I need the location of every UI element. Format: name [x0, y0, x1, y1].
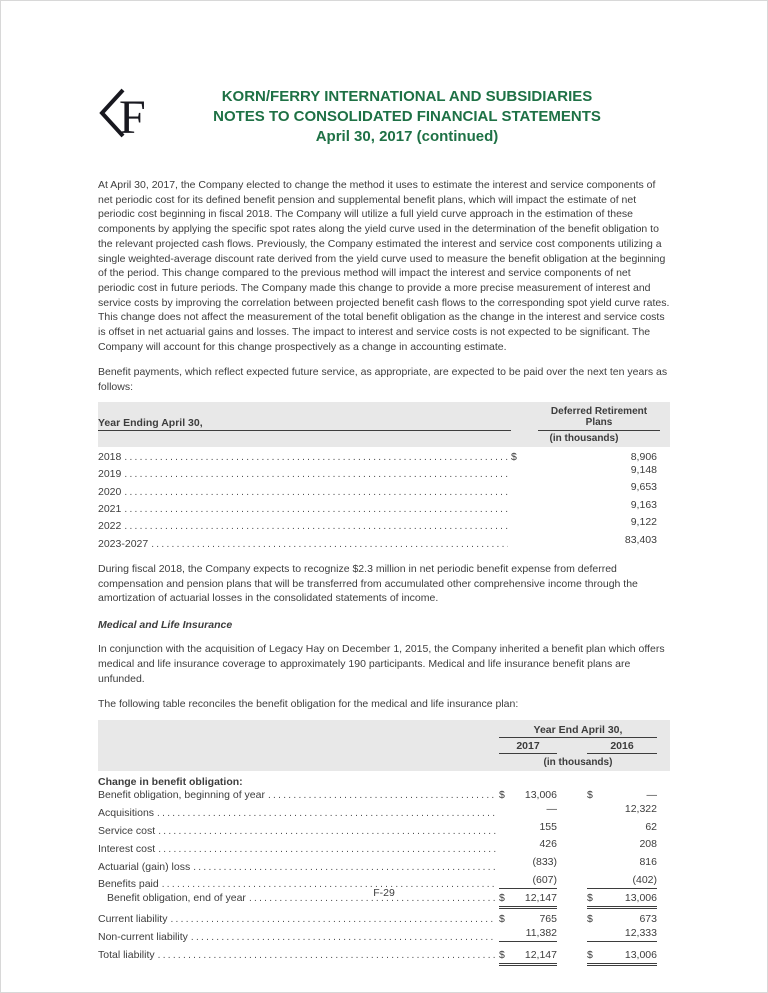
amount-2017: (833): [532, 856, 557, 869]
dot-leader: [124, 486, 508, 499]
currency-symbol: [511, 516, 527, 529]
table-row: [98, 481, 670, 498]
title-line-date: April 30, 2017 (continued): [315, 128, 499, 145]
amount-2016: (402): [632, 874, 657, 887]
amount-2017: 765: [539, 913, 557, 926]
year-label: 2021: [98, 503, 122, 516]
paragraph-fiscal-2018-expense: During fiscal 2018, the Company expects to recognize $2.3 million in net periodic benefit expense from deferred compensation and pension plans that will be transferred from accumulated other comprehensive income through the amortization of actuarial losses in the consolidated statements of income.: [98, 563, 638, 605]
table-row: [98, 516, 670, 533]
dot-leader: [124, 451, 508, 464]
amount-2016: —: [646, 789, 657, 802]
amount-2016: 13,006: [624, 891, 657, 904]
amount-2017: 12,147: [524, 891, 557, 904]
amount-2016: 12,333: [624, 926, 657, 939]
year-label: 2023-2027: [98, 537, 149, 550]
currency-symbol: $: [499, 789, 505, 802]
row-label: Interest cost: [98, 842, 156, 855]
currency-symbol: $: [499, 913, 505, 926]
medical-life-obligation-table: [98, 720, 670, 966]
paragraph-reconciliation-intro: The following table reconciles the benefit obligation for the medical and life insurance plan:: [98, 698, 519, 711]
amount-2017: 11,382: [525, 926, 557, 939]
dot-leader: [170, 913, 496, 926]
table-row: [98, 789, 670, 802]
amount-2017: (607): [532, 874, 557, 887]
currency-symbol: $: [587, 789, 593, 802]
amount: 83,403: [624, 533, 657, 546]
paragraph-accounting-change: At April 30, 2017, the Company elected to change the method it uses to estimate the interest and service components of net periodic cost for its defined benefit pension and supplemental benefit plans, which will impact the estimate of net periodic cost beginning in fiscal 2018. The Company will utilize a full yield curve approach in the estimation of these components by applying the specific spot rates along the yield curve used in the determination of the benefit obligation to the relevant projected cash flows. Previously, the Company estimated the interest and service cost components utilizing a single weighted-average discount rate derived from the yield curve used to measure the benefit obligation at the beginning of the period. This change compared to the previous method will impact the interest and service components of net periodic cost in future periods. The Company made this change to provide a more precise measurement of interest and service costs by improving the correlation between projected benefit cash flows to the corresponding spot yield curve rates. This change does not affect the measurement of the total benefit obligation as the change in the interest and service costs is offset in net actuarial gains and losses. The impact to interest and service costs is not expected to be significant. The Company will account for this change prospectively as a change in accounting estimate.: [98, 179, 670, 353]
amount-2017: —: [546, 802, 557, 815]
year-label: 2019: [98, 468, 122, 481]
currency-symbol: [511, 499, 527, 512]
section-label: Change in benefit obligation:: [98, 776, 243, 788]
row-label: Acquisitions: [98, 807, 155, 820]
row-label: Current liability: [98, 913, 168, 926]
table-row: [98, 464, 670, 481]
row-label: Actuarial (gain) loss: [98, 860, 191, 873]
dot-leader: [124, 520, 508, 533]
amount: 9,653: [630, 481, 657, 494]
units-label: (in thousands): [543, 757, 613, 768]
currency-symbol: [511, 534, 527, 547]
table-row: [98, 838, 670, 856]
amount-2017: 426: [539, 838, 557, 851]
amount-2016: 208: [639, 838, 657, 851]
medical-table-header: [98, 720, 670, 771]
amount-2016: 12,322: [624, 802, 657, 815]
kf-monogram-icon: [98, 87, 144, 141]
table-row: [98, 534, 670, 551]
column-group-header-year-end: Year End April 30,: [499, 724, 657, 738]
row-label: Benefits paid: [98, 878, 159, 891]
page-title: [144, 87, 670, 147]
currency-symbol: [511, 464, 527, 477]
table-row: [98, 856, 670, 874]
currency-symbol: [511, 481, 527, 494]
amount-2016: 673: [639, 913, 657, 926]
amount-2017: 155: [539, 820, 557, 833]
table-row: [98, 499, 670, 516]
row-label: Non-current liability: [98, 931, 188, 944]
dot-leader: [124, 468, 508, 481]
amount: 9,148: [630, 464, 657, 477]
kornferry-logo: [98, 87, 144, 141]
page-number: F-29: [373, 887, 395, 899]
year-label: 2022: [98, 520, 122, 533]
dot-leader: [158, 825, 496, 838]
table-row: [98, 451, 670, 464]
year-label: 2020: [98, 485, 122, 498]
table-section-row: [98, 776, 670, 789]
dot-leader: [151, 538, 508, 551]
amount: 9,122: [630, 516, 657, 529]
amount-2016: 816: [639, 856, 657, 869]
benefit-payments-table-body: [98, 451, 670, 551]
dot-leader: [158, 843, 496, 856]
table-total-row: [98, 949, 670, 966]
currency-symbol: $: [587, 948, 593, 961]
dot-leader: [268, 789, 496, 802]
currency-symbol: $: [511, 450, 517, 463]
year-label: 2018: [98, 450, 122, 463]
row-label: Total liability: [98, 948, 155, 961]
dot-leader: [157, 807, 496, 820]
amount-2016: 13,006: [624, 948, 657, 961]
amount: 8,906: [630, 450, 657, 463]
amount-2016: 62: [645, 820, 657, 833]
amount: 9,163: [630, 498, 657, 511]
row-label: Service cost: [98, 825, 156, 838]
amount-2017: 13,006: [524, 789, 557, 802]
units-label: (in thousands): [549, 432, 619, 444]
paragraph-legacy-hay: In conjunction with the acquisition of Legacy Hay on December 1, 2015, the Company inherited a benefit plan which offers medical and life insurance coverage to approximately 190 participants. Medical and life insurance benefit plans are unfunded.: [98, 643, 665, 685]
dot-leader: [191, 931, 496, 944]
currency-symbol: $: [499, 891, 505, 904]
benefit-payments-table-header: [98, 402, 670, 447]
column-header-2017: 2017: [499, 740, 557, 754]
table-row: [98, 927, 670, 945]
benefit-payments-table: [98, 402, 670, 551]
table-row: [98, 803, 670, 821]
medical-table-body: [98, 776, 670, 966]
column-header-2016: 2016: [587, 740, 657, 754]
currency-symbol: $: [587, 891, 593, 904]
column-header-year-ending: Year Ending April 30,: [98, 417, 511, 431]
dot-leader: [158, 949, 496, 962]
page-header: [98, 1, 670, 147]
section-heading-medical-life-insurance: Medical and Life Insurance: [98, 619, 233, 632]
title-line-notes: NOTES TO CONSOLIDATED FINANCIAL STATEMENTS: [213, 108, 601, 125]
currency-symbol: $: [587, 913, 593, 926]
title-line-company: KORN/FERRY INTERNATIONAL AND SUBSIDIARIES: [221, 88, 593, 105]
column-header-deferred-retirement-plans: Deferred Retirement Plans: [538, 406, 660, 431]
table-row: [98, 821, 670, 839]
row-label: Benefit obligation, beginning of year: [98, 789, 265, 802]
table-row: [98, 913, 670, 926]
amount-2017: 12,147: [524, 948, 557, 961]
row-label: Benefit obligation, end of year: [107, 891, 246, 904]
logo-letter-f: F: [119, 91, 144, 141]
dot-leader: [193, 861, 496, 874]
paragraph-benefit-payments-intro: Benefit payments, which reflect expected future service, as appropriate, are expected to be paid over the next ten years as follows:: [98, 366, 668, 394]
dot-leader: [124, 503, 508, 516]
currency-symbol: $: [499, 948, 505, 961]
